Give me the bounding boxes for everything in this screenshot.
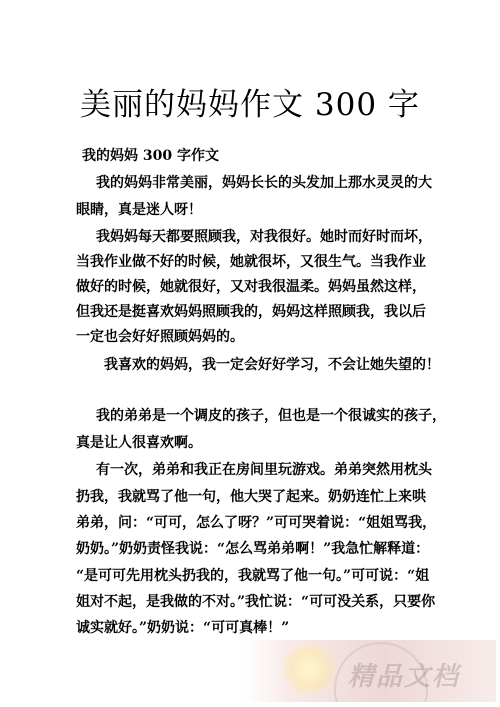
paragraph-line: 我的弟弟是一个调皮的孩子，但也是一个很诚实的孩子， xyxy=(96,408,446,424)
paragraph-line: 弟弟，问：“可可，怎么了呀？”可可哭着说：“姐姐骂我， xyxy=(76,515,437,531)
paragraph-line: 姐对不起，是我做的不对。”我忙说：“可可没关系，只要你 xyxy=(76,594,436,610)
paragraph-line: 诚实就好。”奶奶说：“可可真棒！” xyxy=(76,620,290,636)
paragraph-line: 眼睛，真是迷人呀！ xyxy=(76,202,202,218)
paragraph-line: 有一次，弟弟和我正在房间里玩游戏。弟弟突然用枕头 xyxy=(96,462,432,478)
paragraph-line: 一定也会好好照顾妈妈的。 xyxy=(76,329,244,345)
paragraph-line: 奶奶。”奶奶责怪我说：“怎么骂弟弟啊！”我急忙解释道： xyxy=(76,541,430,557)
paragraph-line: “是可可先用枕头扔我的，我就骂了他一句。”可可说：“姐 xyxy=(76,568,430,584)
paragraph-line: 我的妈妈非常美丽，妈妈长长的头发加上那水灵灵的大 xyxy=(96,175,432,191)
paragraph-line: 但我还是挺喜欢妈妈照顾我的，妈妈这样照顾我，我以后 xyxy=(76,304,426,320)
essay-subtitle: 我的妈妈 300 字作文 xyxy=(82,148,219,164)
paragraph-line: 真是让人很喜欢啊。 xyxy=(76,435,202,451)
paragraph-line: 做好的时候，她就很好，又对我很温柔。妈妈虽然这样， xyxy=(76,279,426,295)
watermark-glow xyxy=(278,644,340,694)
watermark-text: 精品文档 xyxy=(348,662,461,692)
paragraph-line: 我喜欢的妈妈，我一定会好好学习，不会让她失望的！ xyxy=(104,357,440,373)
watermark-logo xyxy=(244,640,496,702)
paragraph-line: 扔我，我就骂了他一句，他大哭了起来。奶奶连忙上来哄 xyxy=(76,489,426,505)
essay-title: 美丽的妈妈作文 300 字 xyxy=(80,87,420,123)
paragraph-line: 当我作业做不好的时候，她就很坏，又很生气。当我作业 xyxy=(76,254,426,270)
paragraph-line: 我妈妈每天都要照顾我，对我很好。她时而好时而坏， xyxy=(96,229,432,245)
